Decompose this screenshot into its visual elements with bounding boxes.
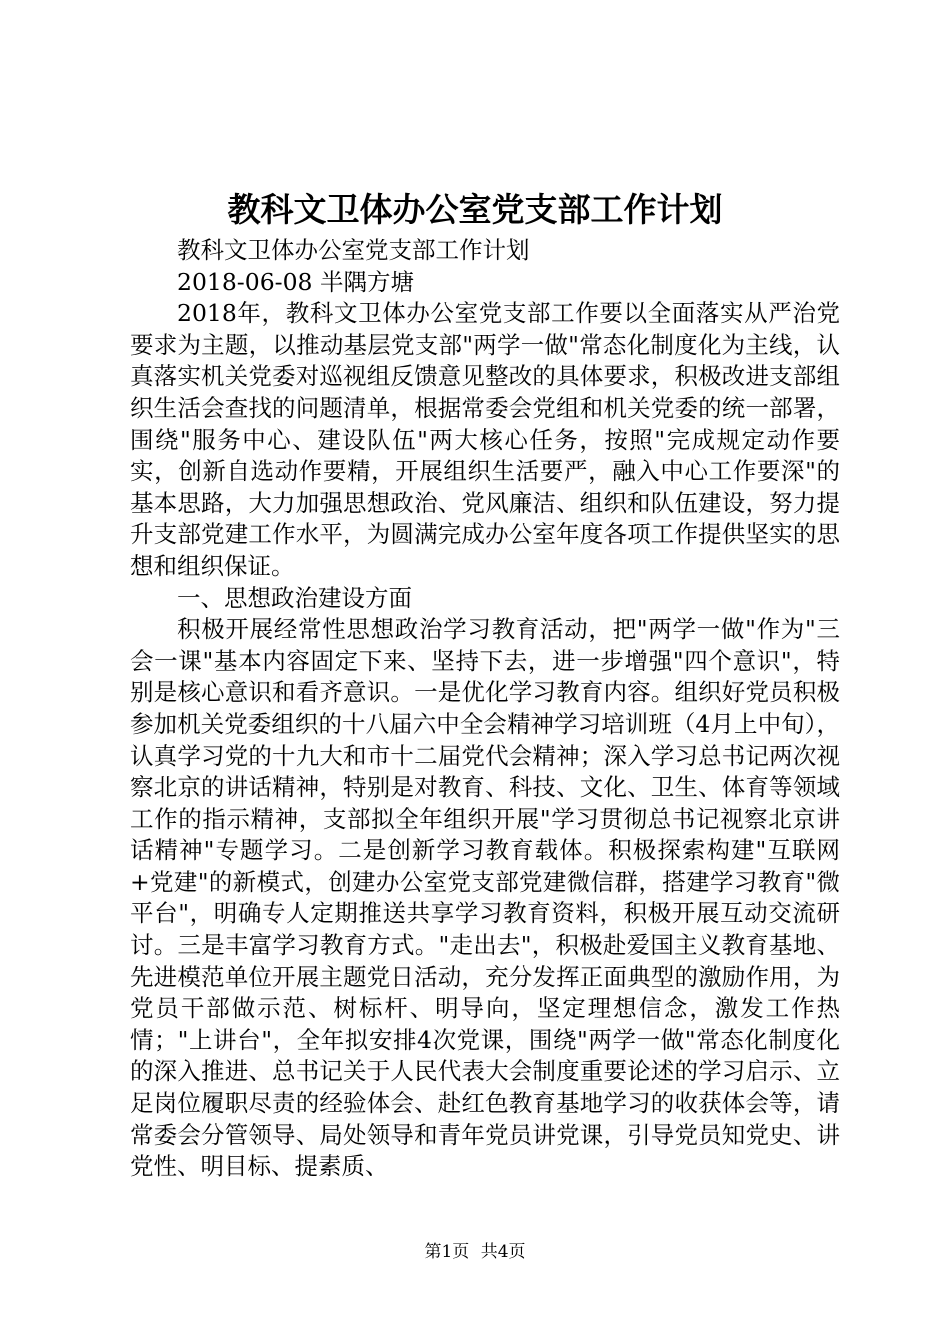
section-heading: 一、思想政治建设方面 — [177, 583, 412, 612]
page-number: 第1页 — [424, 1242, 470, 1262]
document-body — [130, 235, 840, 1183]
document-subtitle: 教科文卫体办公室党支部工作计划 — [177, 236, 530, 264]
page-total: 共4页 — [480, 1242, 526, 1262]
document-date-author: 2018-06-08 半隅方塘 — [177, 267, 414, 296]
document-title: 教科文卫体办公室党支部工作计划 — [227, 190, 723, 229]
page-footer — [0, 1240, 950, 1264]
paragraph-intro: 2018年，教科文卫体办公室党支部工作要以全面落实从严治党要求为主题，以推动基层党支部"两学一做"常态化制度化为主线，认真落实机关党委对巡视组反馈意见整改的具体要求，积极改进支部组织生活会查找的问题清单，根据常委会党组和机关党委的统一部署，围绕"服务中心、建设队伍"两大核心任务，按照"完成规定动作要实，创新自选动作要精，开展组织生活要严，融入中心工作要深"的基本思路，大力加强思想政治、党风廉洁、组织和队伍建设，努力提升支部党建工作水平，为圆满完成办公室年度各项工作提供坚实的思想和组织保证。 — [130, 299, 840, 580]
paragraph-body: 积极开展经常性思想政治学习教育活动，把"两学一做"作为"三会一课"基本内容固定下来、坚持下去，进一步增强"四个意识"，特别是核心意识和看齐意识。一是优化学习教育内容。组织好党员积极参加机关党委组织的十八届六中全会精神学习培训班（4月上中旬），认真学习党的十九大和市十二届党代会精神；深入学习总书记两次视察北京的讲话精神，特别是对教育、科技、文化、卫生、体育等领域工作的指示精神，支部拟全年组织开展"学习贯彻总书记视察北京讲话精神"专题学习。二是创新学习教育载体。积极探索构建"互联网+党建"的新模式，创建办公室党支部党建微信群，搭建学习教育"微平台"，明确专人定期推送共享学习教育资料，积极开展互动交流研讨。三是丰富学习教育方式。"走出去"，积极赴爱国主义教育基地、先进模范单位开展主题党日活动，充分发挥正面典型的激励作用，为党员干部做示范、树标杆、明导向，坚定理想信念，激发工作热情；"上讲台"，全年拟安排4次党课，围绕"两学一做"常态化制度化的深入推进、总书记关于人民代表大会制度重要论述的学习启示、立足岗位履职尽责的经验体会、赴红色教育基地学习的收获体会等，请常委会分管领导、局处领导和青年党员讲党课，引导党员知党史、讲党性、明目标、提素质、 — [130, 615, 840, 1181]
